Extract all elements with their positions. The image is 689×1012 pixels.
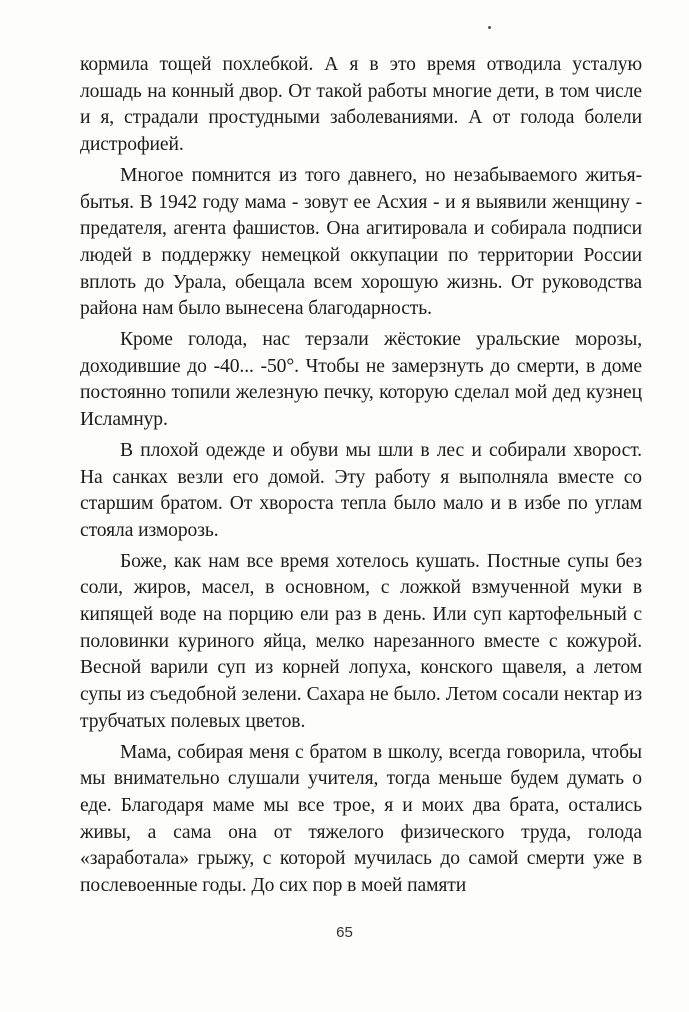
scan-speck bbox=[488, 26, 491, 29]
page-number: 65 bbox=[336, 924, 353, 941]
page-body-text bbox=[80, 52, 642, 904]
paragraph-2: Многое помнится из того давнего, но незабываемого житья-бытья. В 1942 году мама - зовут ее Асхия - и я выявили женщину - предателя, агента фашистов. Она агитировала и собирала подписи людей в поддержку немецкой оккупации по территории России вплоть до Урала, обещала всем хорошую жизнь. От руководства района нам было вынесена благодарность. bbox=[80, 164, 642, 320]
paragraph-4: В плохой одежде и обуви мы шли в лес и собирали хворост. На санках везли его домой. Эту работу я выполняла вместе со старшим братом. От хвороста тепла было мало и в избе по углам стояла изморозь. bbox=[80, 439, 642, 541]
paragraph-5: Боже, как нам все время хотелось кушать. Постные супы без соли, жиров, масел, в основном, с ложкой взмученной муки в кипящей воде на порцию ели раз в день. Или суп картофельный с половинки куриного яйца, мелко нарезанного вместе с кожурой. Весной варили суп из корней лопуха, конского щавеля, а летом супы из съедобной зелени. Сахара не было. Летом сосали нектар из трубчатых полевых цветов. bbox=[80, 550, 642, 732]
paragraph-1: кормила тощей похлебкой. А я в это время отводила усталую лошадь на конный двор. От такой работы многие дети, в том числе и я, страдали простудными заболеваниями. А от голода болели дистрофией. bbox=[80, 54, 642, 156]
paragraph-6: Мама, собирая меня с братом в школу, всегда говорила, чтобы мы внимательно слушали учителя, тогда меньше будем думать о еде. Благодаря маме мы все трое, я и моих два брата, остались живы, а сама она от тяжелого физического труда, голода «заработала» грыжу, с которой мучилась до самой смерти уже в послевоенные годы. До сих пор в моей памяти bbox=[80, 741, 642, 897]
paragraph-3: Кроме голода, нас терзали жёстокие уральские морозы, доходившие до -40... -50°. Чтобы не замерзнуть до смерти, в доме постоянно топили железную печку, которую сделал мой дед кузнец Исламнур. bbox=[80, 329, 642, 431]
